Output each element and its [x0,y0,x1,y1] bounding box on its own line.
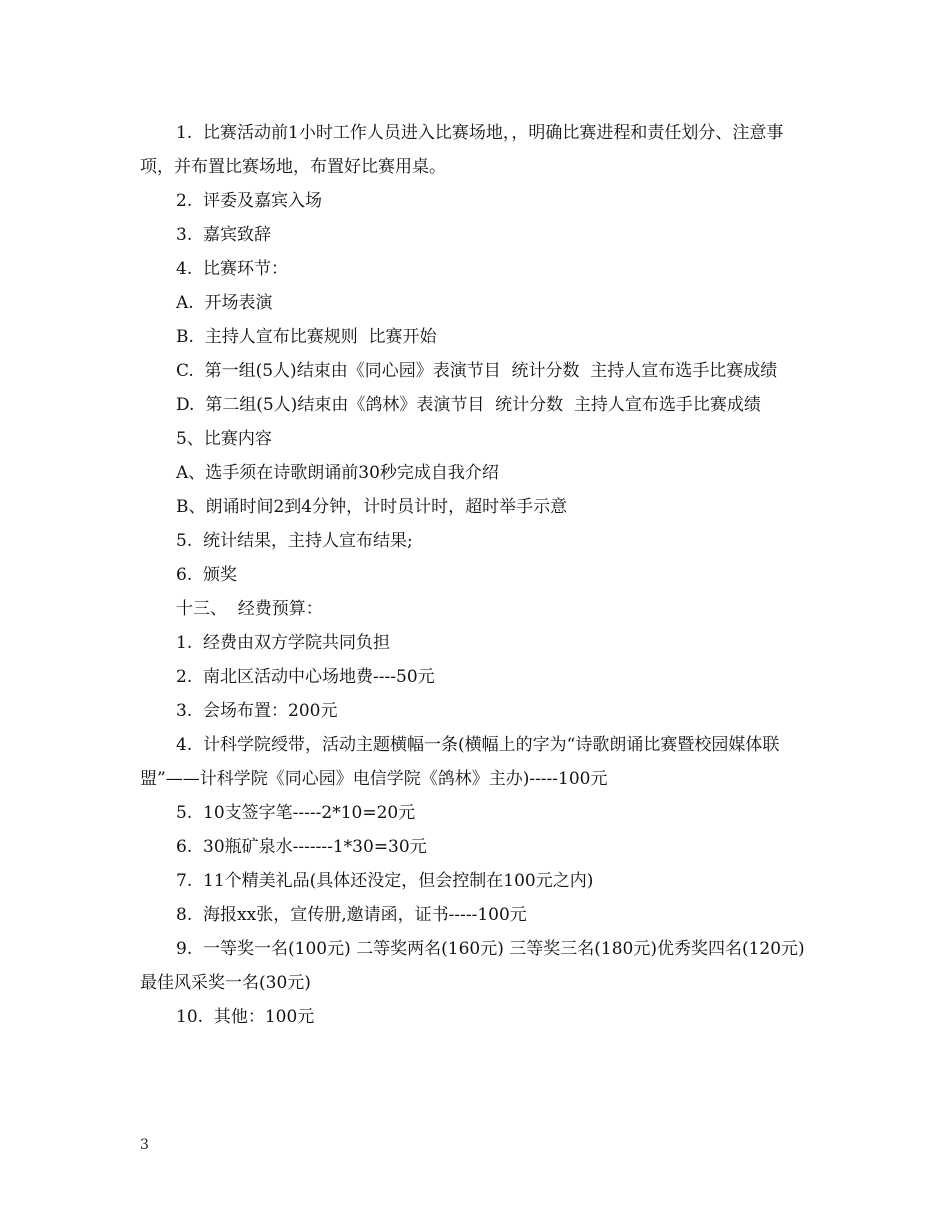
paragraph: 7. 11个精美礼品(具体还没定，但会控制在100元之内) [176,871,594,891]
document-body [140,116,812,1034]
page-number: 3 [140,1137,149,1153]
paragraph: 2. 南北区活动中心场地费----50元 [176,667,435,687]
paragraph: 6. 30瓶矿泉水-------1*30=30元 [176,837,427,857]
paragraph: 1. 经费由双方学院共同负担 [176,633,391,653]
paragraph: 5、比赛内容 [176,429,272,449]
paragraph: 10. 其他：100元 [176,1007,315,1027]
paragraph: 十三、 经费预算： [176,599,323,619]
paragraph: D. 第二组(5人)结束由《鸽林》表演节目 统计分数 主持人宣布选手比赛成绩 [176,395,761,415]
paragraph: 3. 会场布置：200元 [176,701,338,721]
paragraph: A. 开场表演 [176,293,273,313]
paragraph: 2. 评委及嘉宾入场 [176,191,323,211]
paragraph: A、选手须在诗歌朗诵前30秒完成自我介绍 [176,463,499,483]
paragraph: 3. 嘉宾致辞 [176,225,272,245]
paragraph: 8. 海报xx张，宣传册,邀请函，证书-----100元 [176,905,527,925]
paragraph: 4. 比赛环节： [176,259,289,279]
paragraph: 6. 颁奖 [176,565,238,585]
paragraph: B、朗诵时间2到4分钟，计时员计时，超时举手示意 [176,497,568,517]
paragraph: 4. 计科学院绶带，活动主题横幅一条(横幅上的字为“诗歌朗诵比赛暨校园媒体联盟”——计科学院《同心园》电信学院《鸽林》主办)-----100元 [140,735,780,789]
paragraph: 5. 10支签字笔-----2*10=20元 [176,803,416,823]
paragraph: 1. 比赛活动前1小时工作人员进入比赛场地，，明确比赛进程和责任划分、注意事项，并布置比赛场地，布置好比赛用桌。 [140,123,784,177]
paragraph: 5. 统计结果，主持人宣布结果; [176,531,413,551]
paragraph: 9. 一等奖一名(100元) 二等奖两名(160元) 三等奖三名(180元)优秀奖四名(120元)最佳风采奖一名(30元) [140,939,805,993]
paragraph: B. 主持人宣布比赛规则 比赛开始 [176,327,437,347]
paragraph: C. 第一组(5人)结束由《同心园》表演节目 统计分数 主持人宣布选手比赛成绩 [176,361,778,381]
